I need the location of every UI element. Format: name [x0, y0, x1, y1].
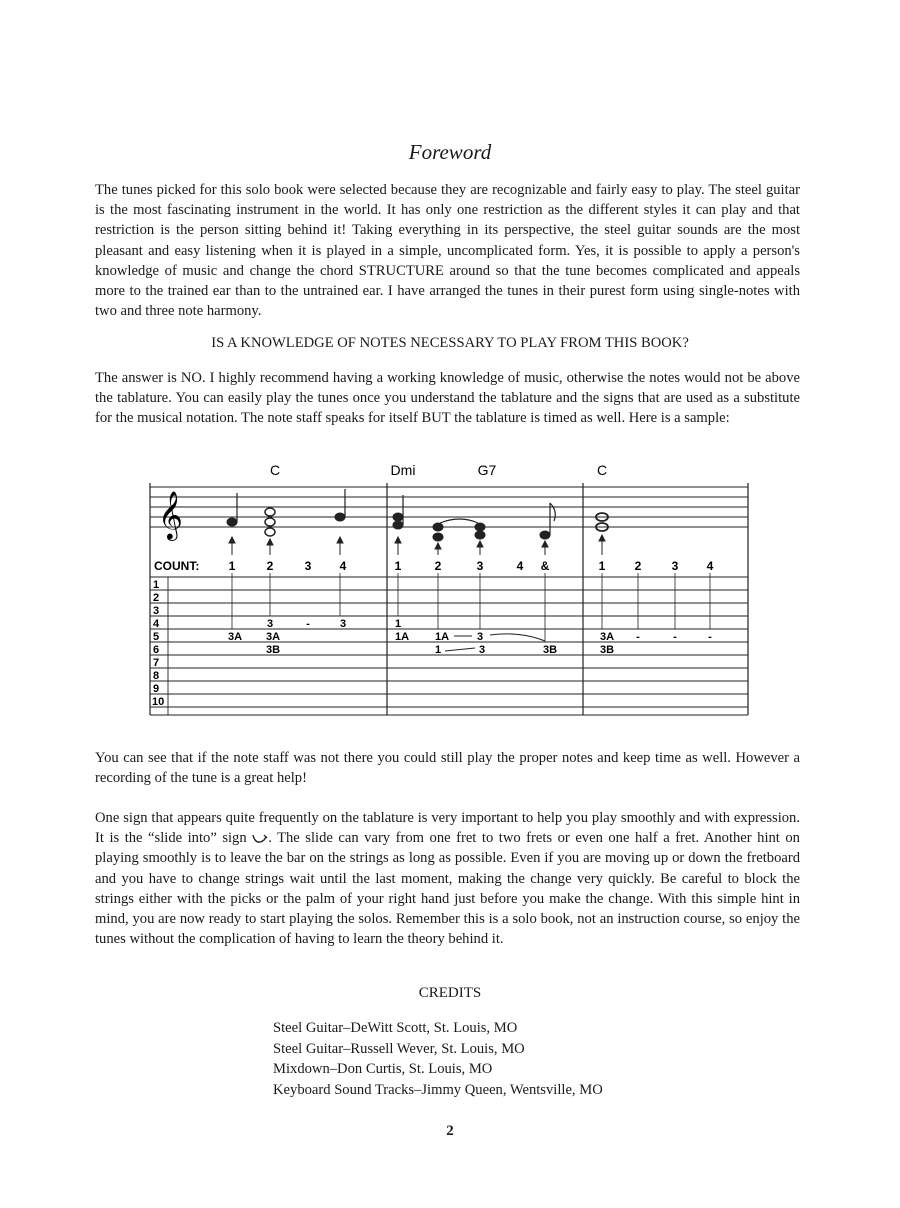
credit-item: Keyboard Sound Tracks–Jimmy Queen, Wentsville, MO: [273, 1081, 603, 1098]
tab-fret: 3: [339, 618, 347, 630]
credits-title: CREDITS: [418, 985, 482, 1001]
page-number: 2: [446, 1123, 454, 1139]
count-beat: 2: [634, 559, 642, 573]
chord-symbol: C: [596, 462, 608, 478]
count-row: [154, 559, 714, 573]
tab-fret: -: [708, 631, 712, 643]
paragraph-four: [95, 808, 800, 949]
tab-values: [228, 618, 712, 656]
count-beat: &: [540, 559, 550, 573]
count-beat: 4: [706, 559, 714, 573]
count-beat: 2: [434, 559, 442, 573]
measure-barlines: [150, 483, 748, 715]
tab-fret: 1: [434, 644, 442, 656]
answer-paragraph: The answer is NO. I highly recommend having a working knowledge of music, otherwise the notes would not be above the tablature. You can easily play the tunes once you understand the tablature and the signs that are used as a substitute for the musical notation. The note staff speaks for itself BUT the tablature is timed as well. Here is a sample:: [95, 370, 800, 427]
tab-fret: 3B: [542, 644, 558, 656]
tab-fret: -: [673, 631, 677, 643]
count-beat: 3: [476, 559, 484, 573]
string-number: 6: [153, 644, 160, 656]
music-tab-figure: [140, 455, 760, 720]
count-label: COUNT:: [154, 559, 200, 573]
tab-fret: 3: [266, 618, 274, 630]
count-beat: 1: [394, 559, 402, 573]
chord-symbol: G7: [477, 462, 497, 478]
count-beat: 3: [304, 559, 312, 573]
note-staff: [150, 487, 748, 527]
string-number: 1: [153, 579, 160, 591]
credits-list: [273, 1018, 603, 1100]
string-number: 3: [153, 605, 160, 617]
question-heading: IS A KNOWLEDGE OF NOTES NECESSARY TO PLAY FROM THIS BOOK?: [211, 335, 689, 351]
tab-fret: 1: [394, 618, 402, 630]
string-number: 10: [152, 696, 165, 708]
intro-paragraph: The tunes picked for this solo book were selected because they are recognizable and fairly easy to play. The steel guitar is the most fascinating instrument in the world. It has only one restriction as the different styles it can play and that restriction is the person sitting behind it! Taking everything in its perspective, the steel guitar sounds are the most pleasant and easy listening when it is played in a simple, uncomplicated form. Yes, it is possible to apply a person's knowledge of music and change the chord STRUCTURE around so that the tune becomes complicated and appeals more to the trained ear than to the untrained ear. I have arranged the tunes in their purest form using single-notes with two and three note harmony.: [95, 182, 800, 320]
chord-symbol: Dmi: [390, 462, 416, 478]
tab-fret: -: [306, 618, 310, 630]
string-number: 5: [153, 631, 160, 643]
tab-fret: 3B: [265, 644, 281, 656]
credit-item: Mixdown–Don Curtis, St. Louis, MO: [273, 1061, 493, 1077]
count-beat: 4: [339, 559, 347, 573]
string-numbers: [152, 579, 164, 708]
paragraph-four-part-one: One sign that appears quite frequently on the tablature is very important to help you play smoothly and with expression. It is the “slide into” sign: [95, 810, 800, 847]
tab-fret: 3A: [599, 631, 615, 643]
tab-fret: 3B: [599, 644, 615, 656]
tab-fret: 3: [478, 644, 486, 656]
treble-clef-icon: 𝄞: [158, 491, 183, 538]
tab-staff: [150, 577, 748, 715]
slide-into-sign-icon: [252, 834, 268, 844]
count-beat: 4: [516, 559, 524, 573]
paragraph-three: You can see that if the note staff was not there you could still play the proper notes and keep time as well. However a recording of the tune is a great help!: [95, 750, 800, 787]
count-beat: 1: [228, 559, 236, 573]
count-beat: 3: [671, 559, 679, 573]
tab-fret: 1A: [394, 631, 410, 643]
tab-fret: 3A: [227, 631, 243, 643]
credit-item: Steel Guitar–DeWitt Scott, St. Louis, MO: [273, 1020, 518, 1036]
string-number: 9: [153, 683, 160, 695]
string-number: 8: [153, 670, 160, 682]
count-beat: 1: [598, 559, 606, 573]
string-number: 4: [153, 618, 160, 630]
tab-fret: -: [636, 631, 640, 643]
credit-item: Steel Guitar–Russell Wever, St. Louis, MO: [273, 1040, 525, 1057]
paragraph-four-part-two: . The slide can vary from one fret to two frets or even one half a fret. Another hint on playing smoothly is to leave the bar on the strings as long as possible. Even if you are moving up or down the fretboard and you have to change strings wait until the last moment, making the change very quickly. Be careful to block the strings either with the picks or the palm of your right hand just before you make the change. With this simple hint in mind, you are now ready to start playing the solos. Remember this is a solo book, not an instruction course, so enjoy the tunes without the complication of having to learn the theory behind it.: [95, 830, 800, 948]
page-title: Foreword: [408, 140, 492, 164]
tab-fret: 3: [476, 631, 484, 643]
tab-fret: 3A: [265, 631, 281, 643]
count-beat: 2: [266, 559, 274, 573]
chord-symbol: C: [269, 462, 281, 478]
string-number: 7: [153, 657, 160, 669]
tab-fret: 1A: [434, 631, 450, 643]
string-number: 2: [153, 592, 160, 604]
